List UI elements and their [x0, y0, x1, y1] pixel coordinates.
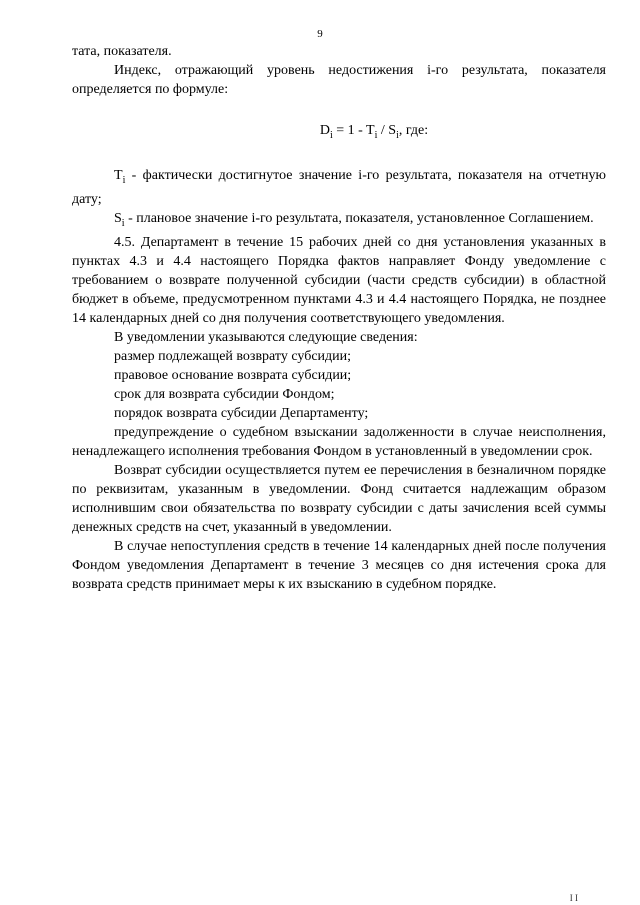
paragraph: В уведомлении указываются следующие сведения:: [114, 329, 418, 345]
definition-text: - плановое значение i-го результата, показателя, установленное Соглашением.: [124, 210, 594, 226]
paragraph: Возврат субсидии осуществляется путем ее перечисления в безналичном порядке по реквизитам, указанным в уведомлении. Фонд считается надлежащим образом исполнившим свои обязательства по возврату субсидии с даты зачисления всей суммы денежных средств на счет, указанный в уведомлении.: [72, 462, 606, 535]
definition-symbol: T: [114, 168, 123, 183]
main-paragraphs: [72, 233, 606, 594]
formula-middle-sub: i: [374, 129, 378, 141]
definition-symbol: S: [114, 210, 122, 226]
paragraph: предупреждение о судебном взыскании задолженности в случае неисполнения, ненадлежащего исполнения требования Фондом в установленный в уведомлении срок.: [72, 424, 606, 459]
formula-slash: / S: [377, 123, 397, 138]
formula-tail: , где:: [398, 123, 429, 138]
document-body: [72, 42, 606, 594]
formula-middle: = 1 - T: [332, 123, 375, 138]
definition-subscript: i: [122, 174, 126, 186]
formula-lhs: D: [319, 123, 330, 138]
definitions: [72, 166, 606, 233]
paragraph: порядок возврата субсидии Департаменту;: [114, 405, 369, 421]
definition-paragraph: [72, 209, 606, 233]
paragraph: В случае непоступления средств в течение 14 календарных дней после получения Фондом уведомления Департамент в течение 3 месяцев со дня истечения срока для возврата средств принимает меры к их взысканию в судебном порядке.: [72, 538, 606, 592]
formula: [72, 121, 606, 140]
paragraph: 4.5. Департамент в течение 15 рабочих дней со дня установления указанных в пунктах 4.3 и 4.4 настоящего Порядка фактов направляет Фонду уведомление с требованием о возврате полученной субсидии (части средств субсидии) в областной бюджет в объеме, предусмотренном пунктами 4.3 и 4.4 настоящего Порядка, не позднее 14 календарных дней со дня получения соответствующего уведомления.: [72, 234, 606, 326]
paragraph: правовое основание возврата субсидии;: [114, 367, 352, 383]
paragraph: Индекс, отражающий уровень недостижения i-го результата, показателя определяется по формуле:: [72, 63, 606, 97]
paragraph: размер подлежащей возврату субсидии;: [114, 348, 352, 364]
paragraph: тата, показателя.: [72, 44, 172, 59]
top-paragraphs: [72, 42, 606, 99]
corner-mark: I I: [569, 893, 578, 903]
definition-text: - фактически достигнутое значение i-го результата, показателя на отчетную дату;: [72, 168, 606, 207]
definition-paragraph: [72, 166, 606, 209]
paragraph: срок для возврата субсидии Фондом;: [114, 386, 335, 402]
formula-lhs-sub: i: [329, 129, 333, 141]
page-number: 9: [317, 28, 323, 40]
definition-subscript: i: [121, 217, 125, 229]
formula-rhs-sub: i: [396, 129, 399, 141]
